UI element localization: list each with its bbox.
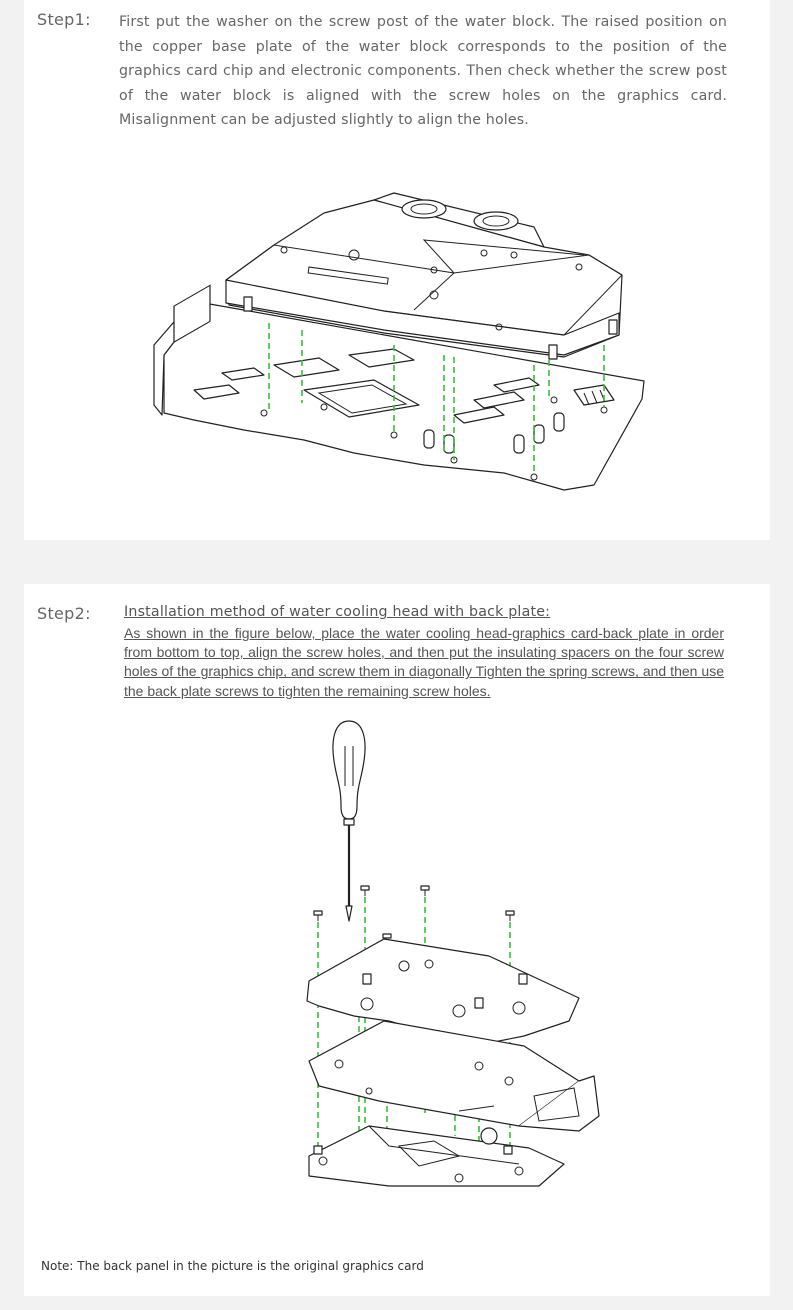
screwdriver-icon [333, 721, 365, 921]
step2-card [24, 584, 770, 1296]
step1-instructions: First put the washer on the screw post of the water block. The raised position on the copper base plate of the water block corresponds to the position of the graphics card chip and electronic components. Then check whether the screw post of the water block is aligned with the screw holes on the graphics card. Misalignment can be adjusted slightly to align the holes. [119, 14, 727, 128]
step2-illustration [279, 716, 589, 1186]
note-text: Note: The back panel in the picture is the original graphics card [41, 1259, 424, 1273]
water-block-icon [309, 1126, 564, 1186]
step2-instructions: As shown in the figure below, place the water cooling head-graphics card-back plate in order from bottom to top, align the screw holes, and then put the insulating spacers on the four screw holes of the graphics chip, and screw them in diagonally Tighten the spring screws, and then use the back plate screws to tighten the remaining screw holes. [124, 625, 724, 699]
graphics-card-pcb-icon [309, 1021, 599, 1131]
step2-label: Step2: [37, 604, 91, 623]
step1-label: Step1: [37, 10, 91, 29]
step1-illustration [124, 185, 664, 495]
back-plate-icon [307, 939, 579, 1046]
step1-card [24, 0, 770, 540]
step2-title: Installation method of water cooling head with back plate: [124, 604, 551, 620]
